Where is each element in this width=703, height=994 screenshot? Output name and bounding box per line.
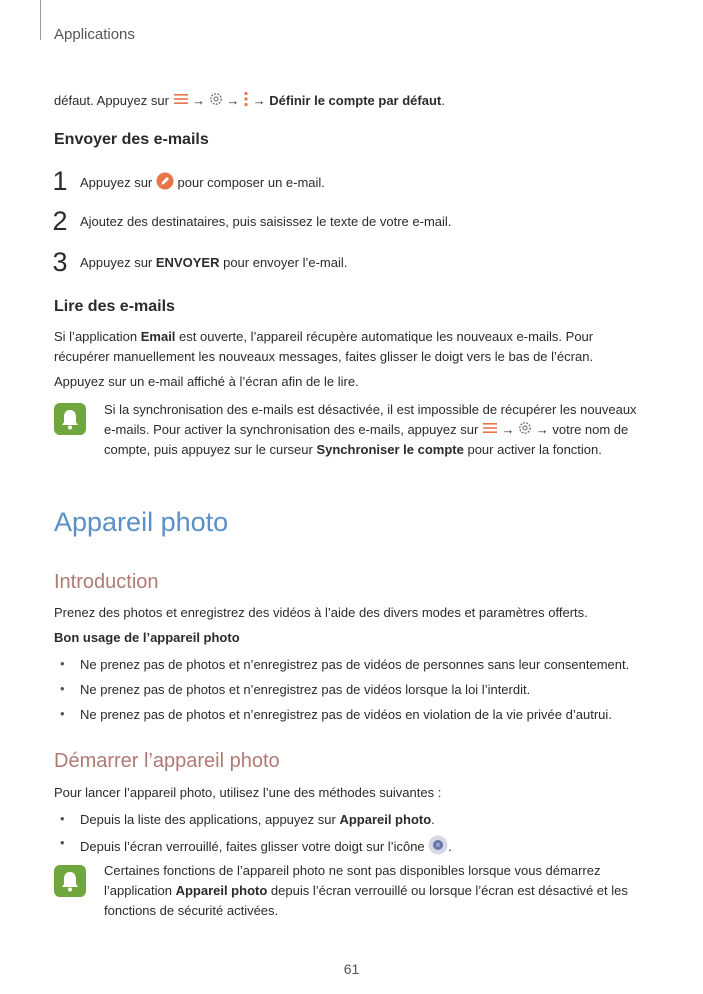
step-text: Ajoutez des destinataires, puis saisissez le texte de votre e-mail.: [80, 214, 452, 229]
bullet-dot: •: [60, 811, 65, 826]
read-paragraph-line1: Si l’application Email est ouverte, l’appareil récupère automatique les nouveaux e-mails. Pour: [54, 329, 594, 344]
step-number: 2: [52, 206, 68, 236]
menu-icon: [173, 92, 189, 111]
start-camera-heading: Démarrer l’appareil photo: [54, 750, 280, 772]
camera-lockscreen-icon: [428, 835, 448, 860]
read-paragraph-line2: récupérer manuellement les nouveaux messages, faites glisser le doigt vers le bas de l’écran.: [54, 349, 594, 364]
usage-bullet: Ne prenez pas de photos et n’enregistrez pas de vidéos lorsque la loi l’interdit.: [80, 682, 531, 697]
note-bell-icon: [54, 865, 86, 897]
note-line: Certaines fonctions de l’appareil photo ne sont pas disponibles lorsque vous démarrez: [104, 863, 601, 878]
step-text: Appuyez sur pour composer un e-mail.: [80, 172, 325, 195]
start-bullet: Depuis l’écran verrouillé, faites glisser votre doigt sur l’icône .: [80, 835, 452, 860]
bullet-dot: •: [60, 835, 65, 850]
compose-icon: [156, 172, 174, 195]
intro-line: défaut. Appuyez sur → → → Définir le compte par défaut.: [54, 91, 445, 112]
introduction-text: Prenez des photos et enregistrez des vidéos à l’aide des divers modes et paramètres offerts.: [54, 605, 588, 620]
note-bell-icon: [54, 403, 86, 435]
note-line: compte, puis appuyez sur le curseur Synchroniser le compte pour activer la fonction.: [104, 442, 602, 457]
bullet-dot: •: [60, 706, 65, 721]
usage-bullet: Ne prenez pas de photos et n’enregistrez pas de vidéos en violation de la vie privée d’autrui.: [80, 707, 612, 722]
step-number: 1: [52, 166, 68, 196]
more-options-icon: [243, 91, 249, 112]
step-number: 3: [52, 247, 68, 277]
send-email-heading: Envoyer des e-mails: [54, 131, 209, 148]
usage-bullet: Ne prenez pas de photos et n’enregistrez pas de vidéos de personnes sans leur consentement.: [80, 657, 630, 672]
page-number: 61: [343, 961, 360, 977]
start-camera-text: Pour lancer l’appareil photo, utilisez l’une des méthodes suivantes :: [54, 785, 442, 800]
usage-heading: Bon usage de l’appareil photo: [54, 630, 240, 645]
note-line: l’application Appareil photo depuis l’écran verrouillé ou lorsque l’écran est désactivé et les: [104, 883, 628, 898]
note-line: e-mails. Pour activer la synchronisation des e-mails, appuyez sur → → votre nom de: [104, 421, 628, 440]
note-line: fonctions de sécurité activées.: [104, 903, 279, 918]
note-line: Si la synchronisation des e-mails est désactivée, il est impossible de récupérer les nouveaux: [104, 402, 637, 417]
menu-icon: [482, 421, 498, 440]
camera-section-title: Appareil photo: [54, 507, 229, 537]
page-header-title: Applications: [54, 26, 135, 43]
settings-gear-icon: [518, 421, 532, 440]
read-paragraph-2: Appuyez sur un e-mail affiché à l’écran afin de le lire.: [54, 374, 359, 389]
start-bullet: Depuis la liste des applications, appuyez sur Appareil photo.: [80, 812, 435, 827]
step-text: Appuyez sur ENVOYER pour envoyer l’e-mail.: [80, 255, 348, 270]
read-email-heading: Lire des e-mails: [54, 298, 175, 315]
introduction-heading: Introduction: [54, 571, 159, 593]
bullet-dot: •: [60, 681, 65, 696]
header-divider: [40, 0, 41, 40]
bullet-dot: •: [60, 656, 65, 671]
settings-gear-icon: [209, 92, 223, 111]
